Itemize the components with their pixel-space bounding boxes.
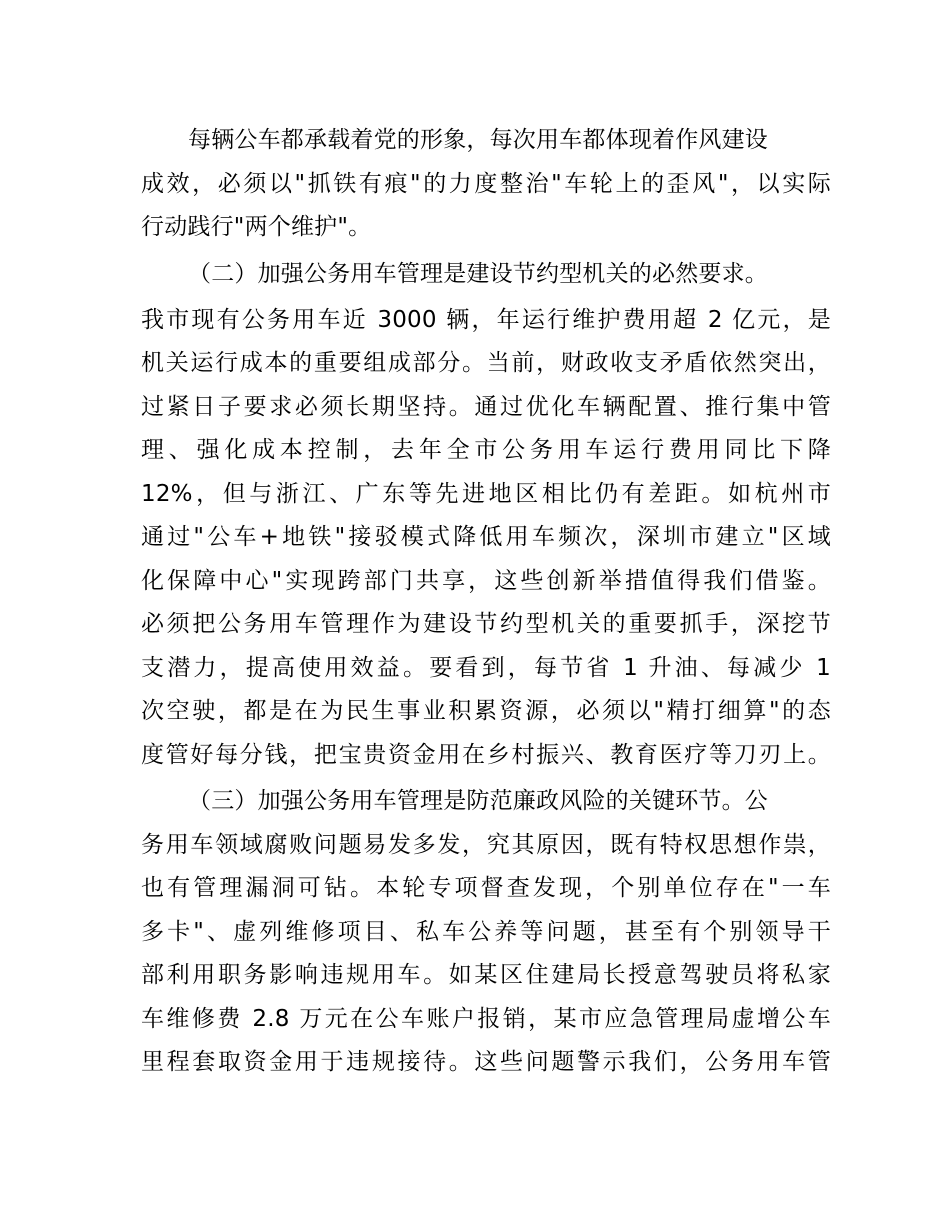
paragraph-line: 过紧日子要求必须长期坚持。通过优化车辆配置、推行集中管 (141, 394, 831, 420)
paragraph-line: 机关运行成本的重要组成部分。当前，财政收支矛盾依然突出， (141, 350, 831, 376)
paragraph-line: 部利用职务影响违规用车。如某区住建局长授意驾驶员将私家 (141, 962, 831, 988)
section-heading-line: （三）加强公务用车管理是防范廉政风险的关键环节。公 (188, 788, 768, 814)
paragraph-line: 里程套取资金用于违规接待。这些问题警示我们，公务用车管 (141, 1049, 831, 1075)
paragraph-line: 化保障中心"实现跨部门共享，这些创新举措值得我们借鉴。 (141, 568, 831, 594)
paragraph-line: 也有管理漏洞可钻。本轮专项督查发现，个别单位存在"一车 (141, 875, 831, 901)
paragraph-line: 多卡"、虚列维修项目、私车公养等问题，甚至有个别领导干 (141, 919, 831, 945)
paragraph-line: 通过"公车+地铁"接驳模式降低用车频次，深圳市建立"区域 (141, 524, 831, 550)
paragraph-line: 度管好每分钱，把宝贵资金用在乡村振兴、教育医疗等刀刃上。 (141, 742, 831, 768)
paragraph-line: 次空驶，都是在为民生事业积累资源，必须以"精打细算"的态 (141, 698, 831, 724)
paragraph-line: 必须把公务用车管理作为建设节约型机关的重要抓手，深挖节 (141, 611, 831, 637)
paragraph-line: 支潜力，提高使用效益。要看到，每节省 1 升油、每减少 1 (141, 655, 831, 681)
paragraph-line: 每辆公车都承载着党的形象，每次用车都体现着作风建设 (188, 127, 768, 153)
section-heading-line: （二）加强公务用车管理是建设节约型机关的必然要求。 (188, 261, 768, 287)
paragraph-line: 行动践行"两个维护"。 (141, 214, 372, 240)
paragraph-line: 我市现有公务用车近 3000 辆，年运行维护费用超 2 亿元，是 (141, 307, 831, 333)
paragraph-line: 12%，但与浙江、广东等先进地区相比仍有差距。如杭州市 (141, 481, 831, 507)
paragraph-line: 车维修费 2.8 万元在公车账户报销，某市应急管理局虚增公车 (141, 1006, 831, 1032)
paragraph-line: 理、强化成本控制，去年全市公务用车运行费用同比下降 (141, 437, 831, 463)
paragraph-line: 务用车领域腐败问题易发多发，究其原因，既有特权思想作祟， (141, 832, 831, 858)
paragraph-line: 成效，必须以"抓铁有痕"的力度整治"车轮上的歪风"，以实际 (141, 171, 831, 197)
